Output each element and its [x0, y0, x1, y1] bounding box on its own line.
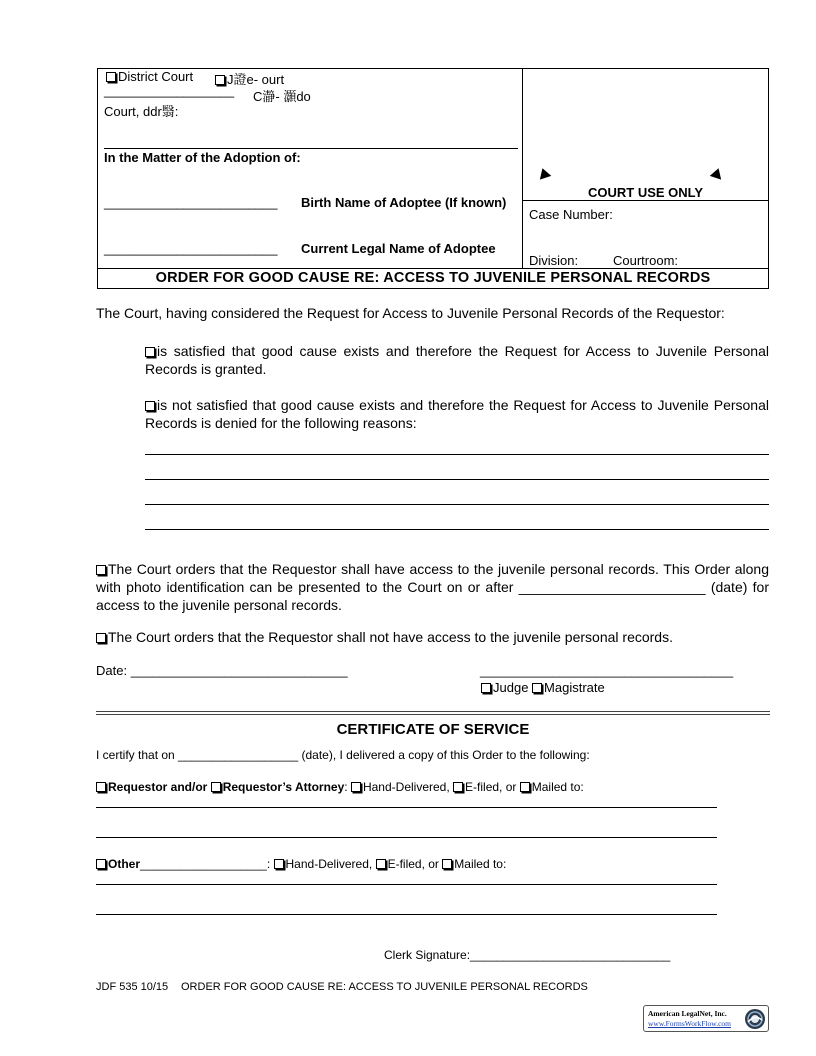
intro-text: The Court, having considered the Request for Access to Juvenile Personal Records of the Requestor:	[96, 305, 725, 321]
reason-line-1[interactable]	[145, 454, 769, 455]
birth-name-line[interactable]: ________________________	[104, 195, 278, 210]
other-address-line-2[interactable]	[96, 914, 717, 915]
caption-right-hdivider	[522, 200, 769, 201]
reason-line-3[interactable]	[145, 504, 769, 505]
signature-line[interactable]: ___________________________________	[480, 663, 734, 678]
court-address-label: Court, ddr翳:	[104, 104, 179, 119]
requestor-row: Requestor and/or Requestor’s Attorney: Hand-Delivered, E-filed, or Mailed to:	[96, 780, 584, 794]
judge-magistrate-options	[481, 680, 605, 695]
section-divider-top	[96, 711, 770, 712]
case-number-label: Case Number:	[529, 207, 613, 222]
date-field[interactable]: Date: ______________________________	[96, 663, 348, 678]
globe-icon	[744, 1008, 766, 1030]
granted-checkbox[interactable]	[145, 347, 155, 357]
footer-form-id: JDF 535 10/15	[96, 981, 169, 993]
legalnet-logo[interactable]	[643, 1005, 769, 1032]
order-no-access: The Court orders that the Requestor shall not have access to the juvenile personal records.	[96, 629, 673, 645]
no-access-checkbox[interactable]	[96, 633, 106, 643]
option-denied: is not satisfied that good cause exists and therefore the Request for Access to Juvenile Personal Records is denied for the following reasons:	[145, 397, 769, 431]
section-divider-bottom	[96, 714, 770, 715]
other-address-line-1[interactable]	[96, 884, 717, 885]
district-court-option: District Court	[106, 69, 193, 84]
courtroom-label: Courtroom:	[613, 253, 679, 268]
mailed-checkbox[interactable]	[520, 782, 530, 792]
magistrate-label: Magistrate	[544, 680, 605, 695]
other-efiled-checkbox[interactable]	[376, 859, 386, 869]
judge-checkbox[interactable]	[481, 683, 491, 693]
order-access: The Court orders that the Requestor shall have access to the juvenile personal records. This Order along with photo identification can be presented to the Court on or after ________________________ (date) for access to the juvenile personal records.	[96, 561, 769, 613]
denied-checkbox[interactable]	[145, 401, 155, 411]
current-name-label: Current Legal Name of Adoptee	[301, 241, 496, 256]
access-checkbox[interactable]	[96, 565, 106, 575]
caption-bottom-divider	[97, 268, 769, 269]
other-name-line[interactable]: ___________________	[140, 857, 267, 871]
juvenile-court-option: J證e- ourt	[215, 69, 284, 88]
court-use-only: COURT USE ONLY	[588, 185, 704, 200]
division-label: Division:	[529, 253, 579, 268]
caption-divider	[522, 68, 523, 268]
clerk-signature[interactable]: Clerk Signature:______________________________	[384, 948, 671, 962]
matter-top-rule	[104, 148, 518, 149]
requestor-address-line-1[interactable]	[96, 807, 717, 808]
reason-line-2[interactable]	[145, 479, 769, 480]
birth-name-label: Birth Name of Adoptee (If known)	[301, 195, 507, 210]
county-label: C瀞- 灝do	[253, 89, 311, 104]
requestor-checkbox[interactable]	[96, 782, 106, 792]
district-court-checkbox[interactable]	[106, 72, 116, 82]
magistrate-checkbox[interactable]	[532, 683, 542, 693]
current-name-line[interactable]: ________________________	[104, 241, 278, 256]
matter-heading: In the Matter of the Adoption of:	[104, 150, 301, 165]
judge-label: Judge	[493, 680, 529, 695]
logo-company: American LegalNet, Inc.	[648, 1009, 727, 1018]
other-checkbox[interactable]	[96, 859, 106, 869]
hand-delivered-checkbox[interactable]	[351, 782, 361, 792]
other-row: Other___________________: Hand-Delivered, E-filed, or Mailed to:	[96, 857, 506, 871]
footer-form-title: ORDER FOR GOOD CAUSE RE: ACCESS TO JUVENILE PERSONAL RECORDS	[181, 981, 588, 993]
efiled-checkbox[interactable]	[453, 782, 463, 792]
form-title: ORDER FOR GOOD CAUSE RE: ACCESS TO JUVENILE PERSONAL RECORDS	[155, 270, 711, 286]
certify-text: I certify that on __________________ (date), I delivered a copy of this Order to the following:	[96, 748, 590, 762]
requestor-attorney-checkbox[interactable]	[211, 782, 221, 792]
requestor-address-line-2[interactable]	[96, 837, 717, 838]
logo-url: www.FormsWorkFlow.com	[648, 1019, 732, 1028]
option-granted: is satisfied that good cause exists and therefore the Request for Access to Juvenile Personal Records is granted.	[145, 343, 769, 377]
other-mailed-checkbox[interactable]	[442, 859, 452, 869]
reason-line-4[interactable]	[145, 529, 769, 530]
county-line[interactable]: __________________	[104, 83, 235, 98]
certificate-heading: CERTIFICATE OF SERVICE	[336, 721, 530, 738]
other-hand-delivered-checkbox[interactable]	[274, 859, 284, 869]
